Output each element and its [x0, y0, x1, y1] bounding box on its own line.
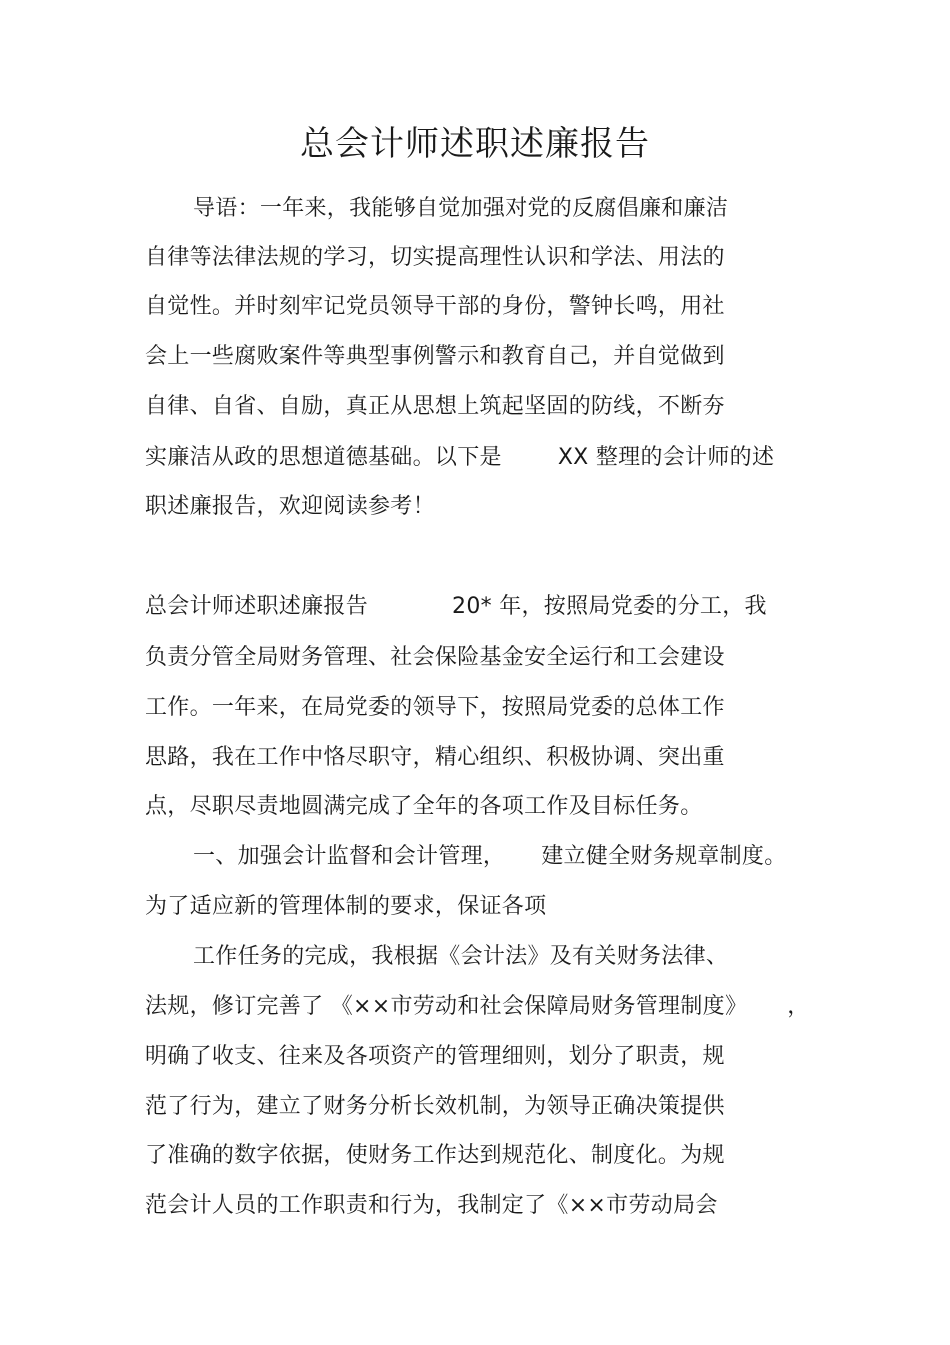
intro-line-1: 导语：一年来，我能够自觉加强对党的反腐倡廉和廉洁: [193, 196, 729, 221]
para-2-line-2-part-b: ，: [787, 994, 810, 1019]
intro-line-3: 自觉性。并时刻牢记党员领导干部的身份，警钟长鸣，用社: [145, 294, 725, 319]
section-1-heading: [193, 842, 787, 872]
intro-line-4: 会上一些腐败案件等典型事例警示和教育自己，并自觉做到: [145, 344, 725, 369]
body-line-1-part-a: 总会计师述职述廉报告: [145, 594, 369, 619]
body-line-3: 工作。一年来，在局党委的领导下，按照局党委的总体工作: [145, 695, 725, 720]
para-2-line-4: 范了行为，建立了财务分析长效机制，为领导正确决策提供: [145, 1094, 725, 1119]
section-1-heading-part-a: 一、加强会计监督和会计管理，: [193, 844, 506, 869]
section-1-line-2: 为了适应新的管理体制的要求，保证各项: [145, 894, 547, 919]
intro-line-6: [145, 443, 774, 473]
body-line-1: [145, 592, 767, 622]
intro-line-7: 职述廉报告，欢迎阅读参考！: [145, 494, 435, 519]
section-1-heading-part-b: 建立健全财务规章制度。: [541, 844, 787, 869]
para-2-line-2: [145, 992, 810, 1022]
body-line-2: 负责分管全局财务管理、社会保险基金安全运行和工会建设: [145, 645, 725, 670]
para-2-line-6: 范会计人员的工作职责和行为，我制定了《××市劳动局会: [145, 1193, 718, 1218]
intro-line-5: 自律、自省、自励，真正从思想上筑起坚固的防线，不断夯: [145, 394, 725, 419]
para-2-line-5: 了准确的数字依据，使财务工作达到规范化、制度化。为规: [145, 1143, 725, 1168]
document-title: 总会计师述职述廉报告: [300, 124, 650, 164]
body-line-4: 思路，我在工作中恪尽职守，精心组织、积极协调、突出重: [145, 745, 725, 770]
para-2-line-1: 工作任务的完成，我根据《会计法》及有关财务法律、: [193, 944, 729, 969]
body-line-5: 点，尽职尽责地圆满完成了全年的各项工作及目标任务。: [145, 794, 703, 819]
para-2-line-3: 明确了收支、往来及各项资产的管理细则，划分了职责，规: [145, 1044, 725, 1069]
intro-line-6-part-a: 实廉洁从政的思想道德基础。以下是: [145, 445, 502, 470]
para-2-line-2-part-a: 法规，修订完善了 《××市劳动和社会保障局财务管理制度》: [145, 994, 748, 1019]
body-line-1-part-b: 20* 年，按照局党委的分工，我: [452, 594, 767, 619]
intro-line-2: 自律等法律法规的学习，切实提高理性认识和学法、用法的: [145, 245, 725, 270]
intro-line-6-part-b: XX 整理的会计师的述: [557, 445, 775, 470]
